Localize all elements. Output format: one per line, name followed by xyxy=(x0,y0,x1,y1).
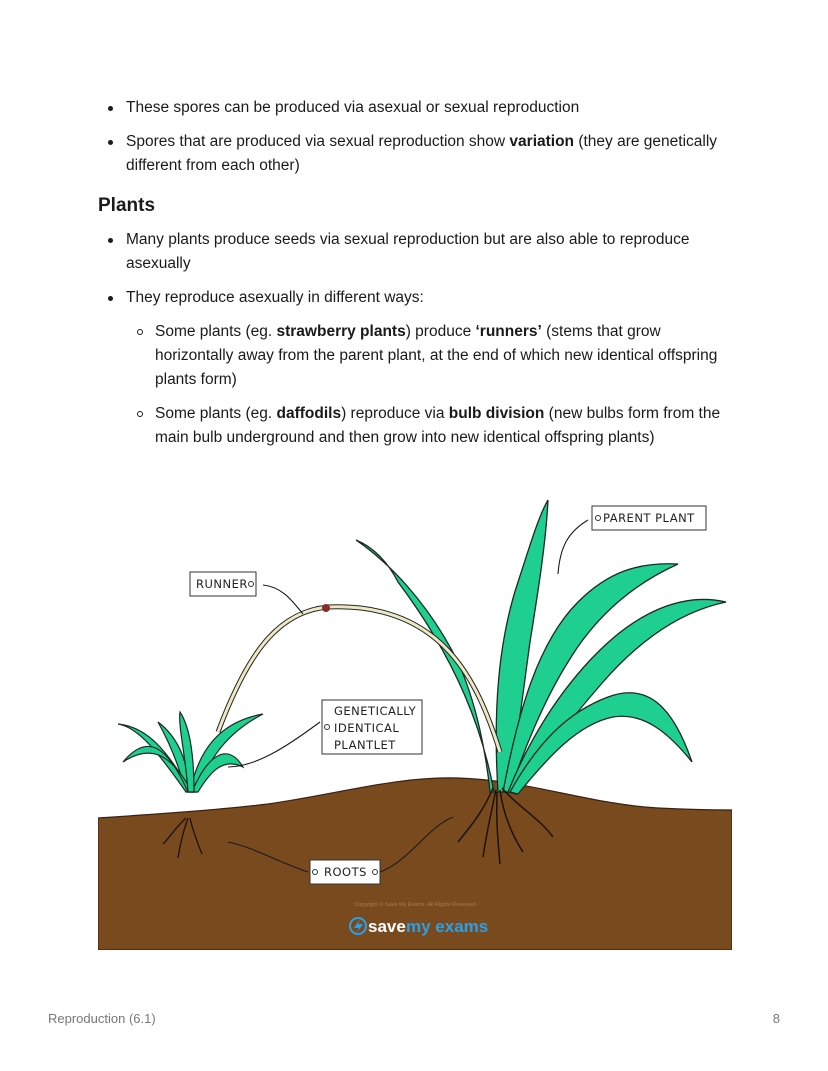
save-my-exams-logo xyxy=(350,917,488,936)
bullet-text: (they are genetically different from each other) xyxy=(126,133,718,174)
bullet-text: These spores can be produced via asexual or sexual reproduction xyxy=(126,99,580,116)
strawberry-runner-diagram xyxy=(98,492,732,950)
svg-text:RUNNER: RUNNER xyxy=(196,577,248,591)
page-number: 8 xyxy=(772,1011,780,1026)
svg-text:PARENT PLANT: PARENT PLANT xyxy=(603,511,695,525)
sub-list-item: Some plants (eg. daffodils) reproduce via bulb division (new bulbs form from the main bulb underground and then grow into new identical offspring plants) xyxy=(126,402,738,450)
bullet-text: Many plants produce seeds via sexual reproduction but are also able to reproduce asexually xyxy=(126,231,690,272)
runner-label xyxy=(190,572,256,596)
svg-text:IDENTICAL: IDENTICAL xyxy=(334,721,400,735)
bullet-text: Spores that are produced via sexual reproduction show xyxy=(126,133,510,150)
bold-term: ‘runners’ xyxy=(475,323,542,340)
logo-myexams: my exams xyxy=(406,917,489,936)
section-heading: Plants xyxy=(98,195,156,216)
copyright-text: Copyright © Save My Exams. All Rights Reserved xyxy=(354,902,476,908)
runner-node xyxy=(322,604,330,612)
sub-list-item: Some plants (eg. strawberry plants) produce ‘runners’ (stems that grow horizontally away from the parent plant, at the end of which new identical offspring plants form) xyxy=(126,320,738,392)
list-item xyxy=(98,286,738,310)
svg-text:PLANTLET: PLANTLET xyxy=(334,738,396,752)
page-content xyxy=(98,96,738,460)
roots-label xyxy=(310,860,380,884)
genetically-identical-plantlet-label xyxy=(322,700,422,754)
svg-text:GENETICALLY: GENETICALLY xyxy=(334,704,417,718)
footer-title: Reproduction (6.1) xyxy=(48,1011,156,1026)
logo-save: save xyxy=(368,917,406,936)
plants-bullet-list xyxy=(98,228,738,310)
sub-bullet-list xyxy=(126,320,738,450)
list-item xyxy=(98,228,738,276)
bold-term: daffodils xyxy=(276,405,342,422)
list-item xyxy=(98,130,738,178)
plantlet xyxy=(118,712,263,792)
bold-term: variation xyxy=(509,133,575,150)
parent-plant-label xyxy=(592,506,706,530)
bold-term: bulb division xyxy=(448,405,545,422)
spore-bullet-list xyxy=(98,96,738,178)
svg-text:ROOTS: ROOTS xyxy=(324,865,367,879)
bullet-text: They reproduce asexually in different ways: xyxy=(126,289,424,306)
list-item xyxy=(98,96,738,120)
bold-term: strawberry plants xyxy=(276,323,406,340)
